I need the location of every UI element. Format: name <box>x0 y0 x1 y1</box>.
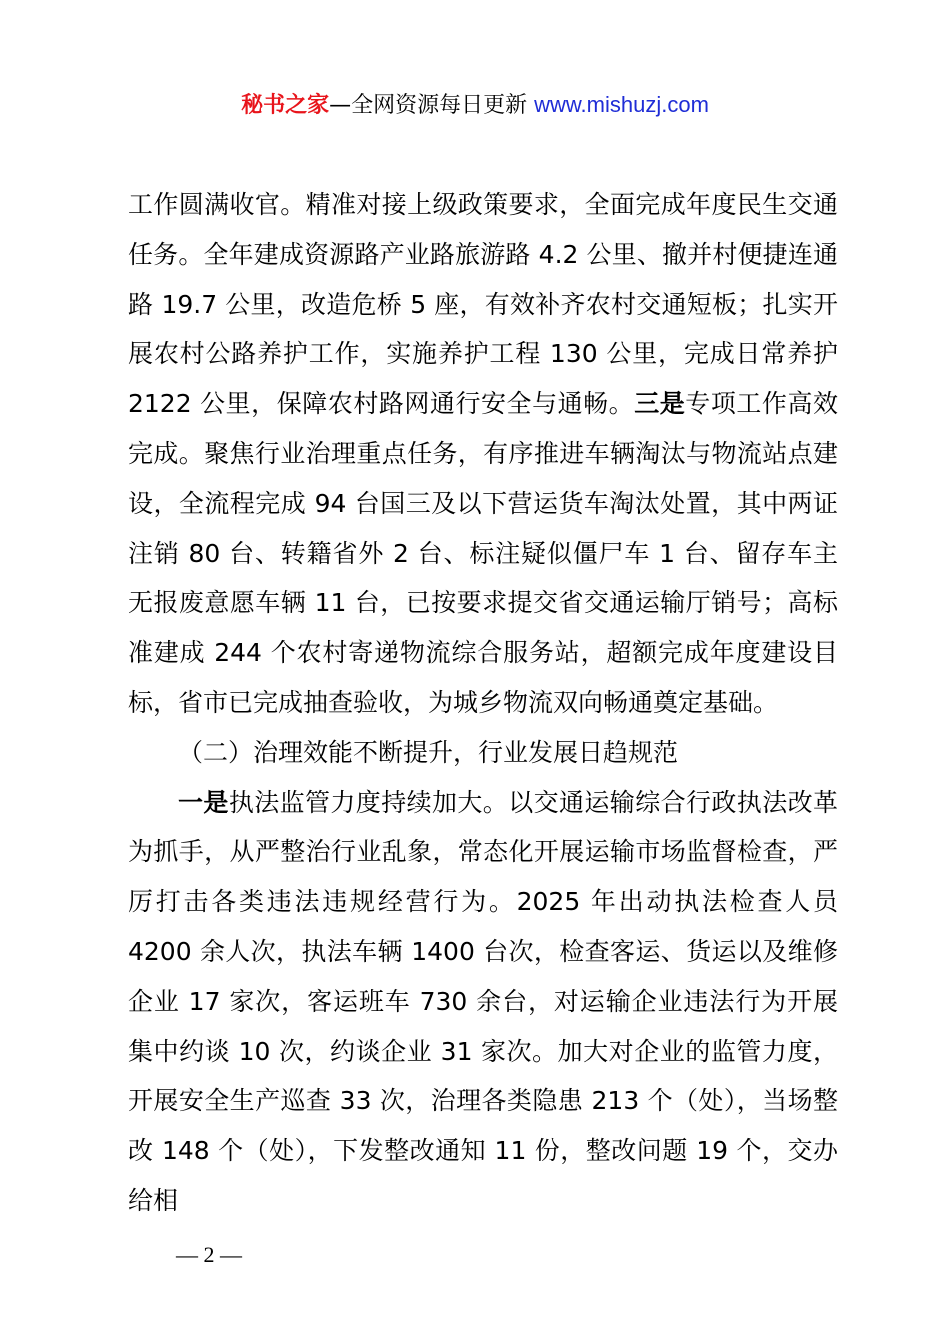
bold-ordinal: 一是 <box>178 787 229 817</box>
paragraph-text: 工作圆满收官。精准对接上级政策要求，全面完成年度民生交通任务。全年建成资源路产业路旅游路 4.2 公里、撤并村便捷连通路 19.7 公里，改造危桥 5 座，有效补齐农村交通短板；扎实开展农村公路养护工作，实施养护工程 130 公里，完成日常养护 2122 公里，保障农村路网通行安全与通畅。 <box>128 190 838 419</box>
bold-ordinal: 三是 <box>634 389 686 419</box>
paragraph-enforcement <box>128 778 838 1226</box>
header-slogan: —全网资源每日更新 <box>329 93 528 118</box>
document-body <box>128 180 838 1226</box>
paragraph-text: 执法监管力度持续加大。以交通运输综合行政执法改革为抓手，从严整治行业乱象，常态化开展运输市场监督检查，严厉打击各类违法违规经营行为。2025 年出动执法检查人员 4200 余人次，执法车辆 1400 台次，检查客运、货运以及维修企业 17 家次，客运班车 730 余台，对运输企业违法行为开展集中约谈 10 次，约谈企业 31 家次。加大对企业的监管力度，开展安全生产巡查 33 次，治理各类隐患 213 个（处），当场整改 148 个（处），下发整改通知 11 份，整改问题 19 个，交办给相 <box>128 787 838 1215</box>
brand-name: 秘书之家 <box>241 93 330 118</box>
website-url: www.mishuzj.com <box>534 92 709 117</box>
page-number: — 2 — <box>176 1242 242 1267</box>
paragraph-continued <box>128 180 838 728</box>
page-header <box>0 88 950 123</box>
section-heading: （二）治理效能不断提升，行业发展日趋规范 <box>178 737 679 767</box>
paragraph-text: 专项工作高效完成。聚焦行业治理重点任务，有序推进车辆淘汰与物流站点建设，全流程完成 94 台国三及以下营运货车淘汰处置，其中两证注销 80 台、转籍省外 2 台、标注疑似僵尸车 1 台、留存车主无报废意愿车辆 11 台，已按要求提交省交通运输厅销号；高标准建成 244 个农村寄递物流综合服务站，超额完成年度建设目标，省市已完成抽查验收，为城乡物流双向畅通奠定基础。 <box>128 389 838 717</box>
